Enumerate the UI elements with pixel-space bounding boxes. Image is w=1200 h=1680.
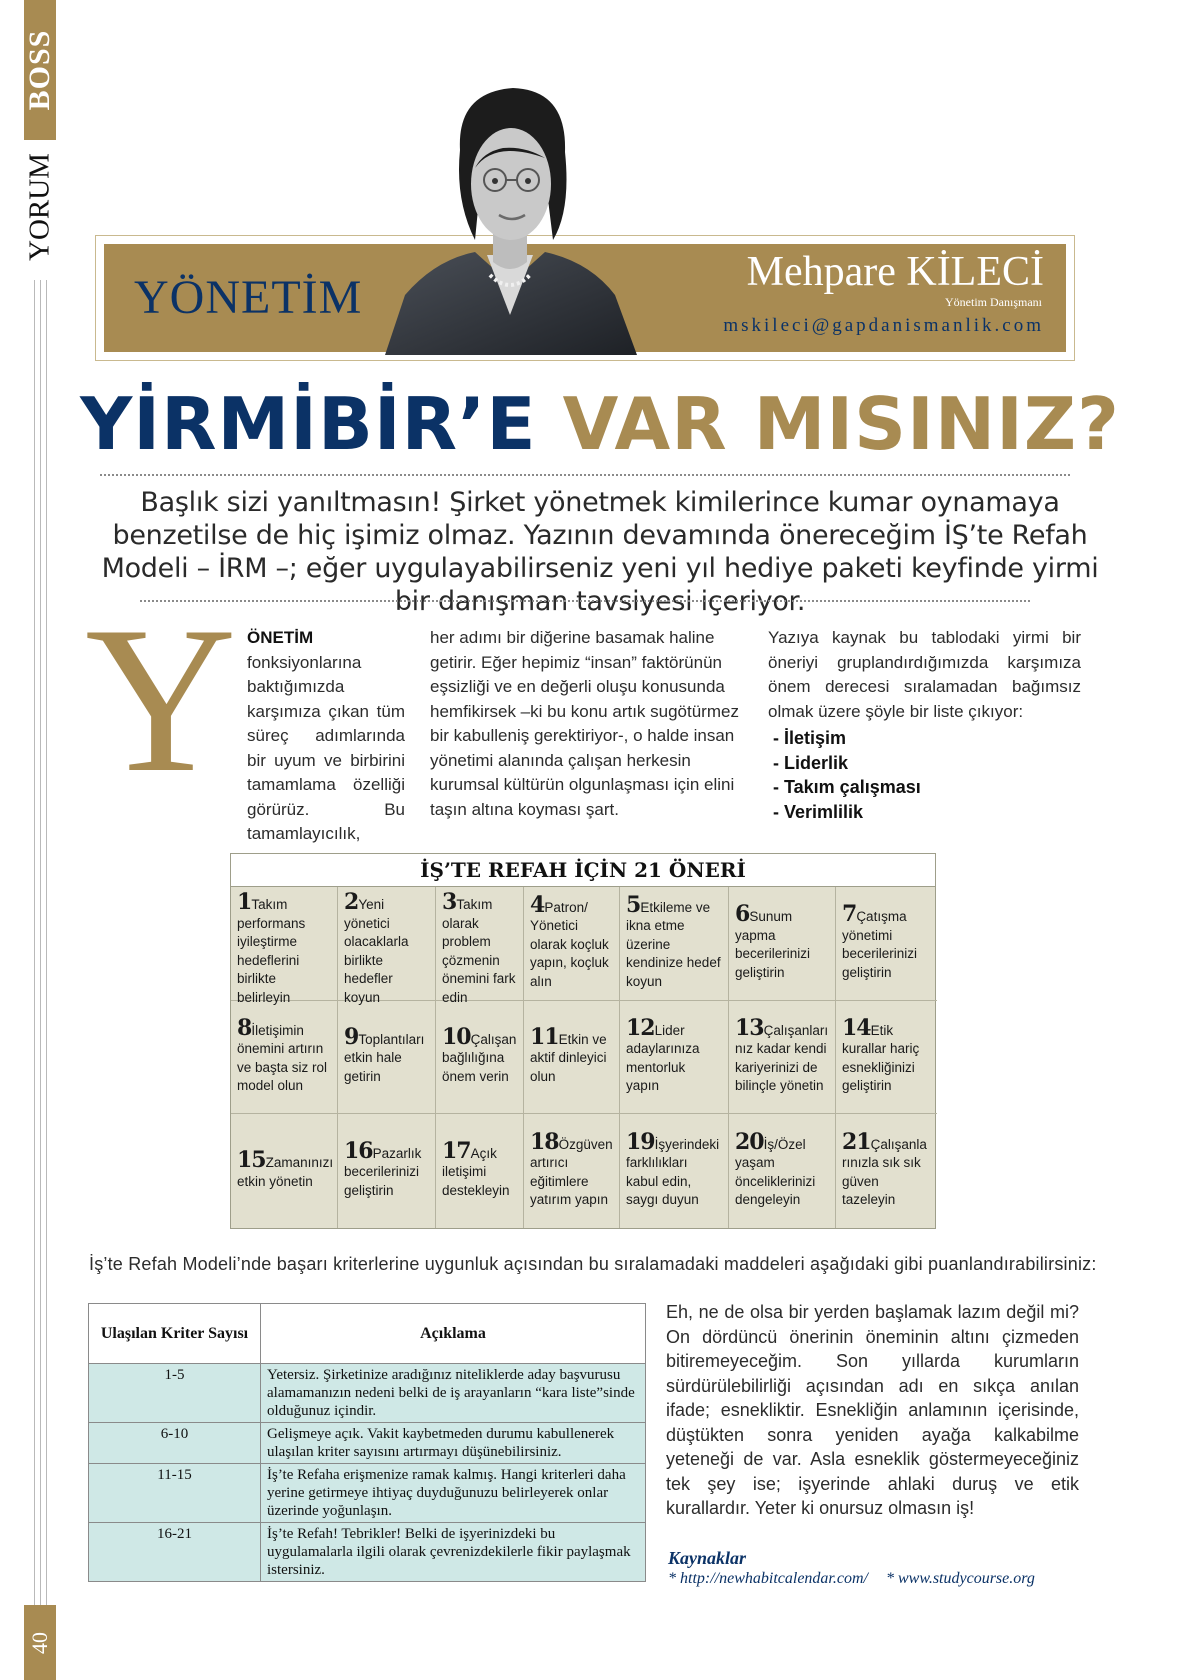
score-description: Gelişmeye açık. Vakit kaybetmeden durumu kabullenerek ulaşılan kriter sayısını artırmayı düşünebilirsiniz.: [261, 1423, 646, 1464]
score-description: İş’te Refaha erişmenize ramak kalmış. Hangi kriterleri daha yerine getirmeye ihtiyaç duyduğunuzu belirleyerek onlar üzerinde yoğunlaşın.: [261, 1464, 646, 1523]
rail-section: [24, 142, 56, 272]
score-range: 1-5: [89, 1364, 261, 1423]
source-link[interactable]: * http://newhabitcalendar.com/: [668, 1570, 868, 1587]
divider-top: [100, 474, 1070, 476]
table-row: [89, 1464, 646, 1523]
col1-bold-lead: ÖNETİM: [247, 628, 314, 647]
author-portrait: [375, 80, 645, 355]
suggestion-cell: 3Takım olarak problem çözmenin önemini fark edin: [436, 887, 524, 1001]
author-role: Yönetim Danışmanı: [945, 295, 1042, 309]
suggestion-cell: 8İletişimin önemini artırın ve başta siz rol model olun: [231, 1001, 338, 1114]
suggestion-cell: 11Etkin ve aktif dinleyici olun: [524, 1001, 620, 1114]
rail-line: [34, 280, 35, 1610]
rail-line: [40, 280, 41, 1610]
score-range: 11-15: [89, 1464, 261, 1523]
suggestion-cell: 21Çalışanla rınızla sık sık güven tazeleyin: [842, 1128, 927, 1207]
score-description: İş’te Refah! Tebrikler! Belki de işyerinizdeki bu uygulamalarla ilgili olarak çevrenizdekilerle fikir paylaşmak istersiniz.: [261, 1523, 646, 1582]
drop-cap: Y: [85, 584, 237, 816]
rail-section-text: YORUM: [23, 153, 56, 261]
theme-list: [773, 726, 921, 824]
score-range: 6-10: [89, 1423, 261, 1464]
suggestions-table: [230, 853, 936, 1229]
rail-line: [46, 280, 47, 1610]
body-column-1: [247, 626, 405, 847]
list-item: - Liderlik: [773, 752, 849, 773]
col1-text: fonksiyonlarına baktığımızda karşımıza çıkan tüm süreç adımlarında bir uyum ve birbirini tamamlama özelliği görürüz. Bu tamamlayıcılık,: [247, 652, 405, 843]
suggestion-cell: 20İş/Özel yaşam önceliklerinizi dengeleyin: [729, 1114, 836, 1228]
suggestion-cell: 2Yeni yönetici olacaklarla birlikte hedefler koyun: [338, 887, 436, 1001]
score-intro: İş’te Refah Modeli’nde başarı kriterlerine uygunluk açısından bu sıralamadaki maddeleri aşağıdaki gibi puanlandırabilirsiniz:: [89, 1254, 1097, 1274]
suggestion-cell: 7Çatışma yönetimi becerilerinizi geliştirin: [836, 887, 937, 1001]
suggestion-cell: 1Takım performans iyileştirme hedeflerini birlikte belirleyin: [231, 887, 338, 1001]
divider-bottom: [140, 600, 1030, 602]
suggestion-cell: 15Zamanınızı etkin yönetin: [231, 1114, 338, 1228]
suggestion-cell: 4Patron/ Yönetici olarak koçluk yapın, koçluk alın: [524, 887, 620, 1001]
suggestion-cell: 18Özgüven artırıcı eğitimlere yatırım yapın: [524, 1114, 620, 1228]
suggestion-cell: 12Lider adaylarınıza mentorluk yapın: [620, 1001, 729, 1114]
author-name: Mehpare KİLECİ: [746, 249, 1044, 295]
suggestion-cell: 6Sunum yapma becerilerinizi geliştirin: [729, 887, 836, 1001]
lead-paragraph: Başlık sizi yanıltmasın! Şirket yönetmek kimilerince kumar oynamaya benzetilse de hiç işimiz olmaz. Yazının devamında önereceğim İŞ’te Refah Modeli – İRM –; eğer uygulayabilirseniz yeni yıl hediye paketi keyfinde yirmi bir danışman tavsiyesi içeriyor.: [101, 487, 1099, 617]
score-header-description: Açıklama: [261, 1304, 646, 1364]
table-row: [89, 1423, 646, 1464]
suggestions-title: İŞ’TE REFAH İÇİN 21 ÖNERİ: [231, 854, 935, 887]
score-table: [88, 1303, 646, 1582]
sources-list: [668, 1570, 1049, 1588]
body-column-2: her adımı bir diğerine basamak haline getirir. Eğer hepimiz “insan” faktörünün eşsizliği ve en değerli oluşu konusunda hemfikirsek –ki bu konu artık sugötürmez bir kabulleniş gerektiriyor-, o halde insan yönetimi alanında çalışan herkesin kurumsal kültürün olgunlaşması için elini taşın altına koyması şart.: [430, 628, 739, 819]
score-description: Yetersiz. Şirketinize aradığınız niteliklerde aday başvurusu alamamanızın nedeni belki de iş arayanların “kara liste”sinde olduğunuz içindir.: [261, 1364, 646, 1423]
list-item: - Takım çalışması: [773, 777, 921, 797]
headline-part-1: YİRMİBİR’E: [80, 382, 537, 466]
left-rail: [0, 0, 58, 1680]
table-row: [89, 1364, 646, 1423]
suggestion-cell: 5Etkileme ve ikna etme üzerine kendinize hedef koyun: [620, 887, 729, 1001]
suggestions-grid: [231, 887, 935, 1228]
headline-part-2: VAR MISINIZ?: [562, 382, 1120, 466]
suggestion-cell: 10Çalışan bağlılığına önem verin: [436, 1001, 524, 1114]
suggestion-cell: 16Pazarlık becerilerinizi geliştirin: [338, 1114, 436, 1228]
rail-brand-text: BOSS: [23, 29, 56, 111]
rail-brand: [24, 0, 56, 140]
headline: [0, 382, 1200, 466]
page-number: [24, 1605, 56, 1680]
suggestion-cell: 13Çalışanları nız kadar kendi kariyerinizi de bilinçle yönetin: [729, 1001, 836, 1114]
closing-paragraph: Eh, ne de olsa bir yerden başlamak lazım değil mi? On dördüncü önerinin öneminin altını çizmeden bitiremeyeceğim. Son yıllarda kurumların sürdürülebilirliği açısından adı en sıkça anılan ifade; esnekliktir. Esnekliğin anlamının içerisinde, düştükten sonra yeniden ayağa kalkabilme yeteneği de var. Asla esneklik göstermeyeceğiniz tek şey ise; işyerinde ahlaki duruş ve etik kurallardır. Yeter ki onursuz olmasın iş!: [666, 1302, 1079, 1518]
list-item: - Verimlilik: [773, 801, 864, 822]
sources-title: Kaynaklar: [668, 1548, 747, 1568]
suggestion-cell: 9Toplantıları etkin hale getirin: [338, 1001, 436, 1114]
source-link[interactable]: * www.studycourse.org: [885, 1570, 1035, 1587]
author-email[interactable]: mskileci@gapdanismanlik.com: [723, 315, 1044, 336]
table-row: [89, 1523, 646, 1582]
suggestion-cell: 14Etik kurallar hariç esnekliğinizi geliştirin: [836, 1001, 937, 1114]
score-range: 16-21: [89, 1523, 261, 1582]
suggestion-cell: 17Açık iletişimi destekleyin: [436, 1114, 524, 1228]
suggestion-cell: 19İşyerindeki farklılıkları kabul edin, saygı duyun: [620, 1114, 729, 1228]
section-title: YÖNETİM: [134, 271, 363, 324]
page-number-text: 40: [27, 1631, 52, 1654]
score-header-criteria: Ulaşılan Kriter Sayısı: [89, 1304, 261, 1364]
body-column-3: Yazıya kaynak bu tablodaki yirmi bir öneriyi gruplandırdığımızda karşımıza önem derecesi sıralamadan bağımsız olmak üzere şöyle bir liste çıkıyor:: [768, 628, 1081, 721]
list-item: - İletişim: [773, 728, 847, 748]
